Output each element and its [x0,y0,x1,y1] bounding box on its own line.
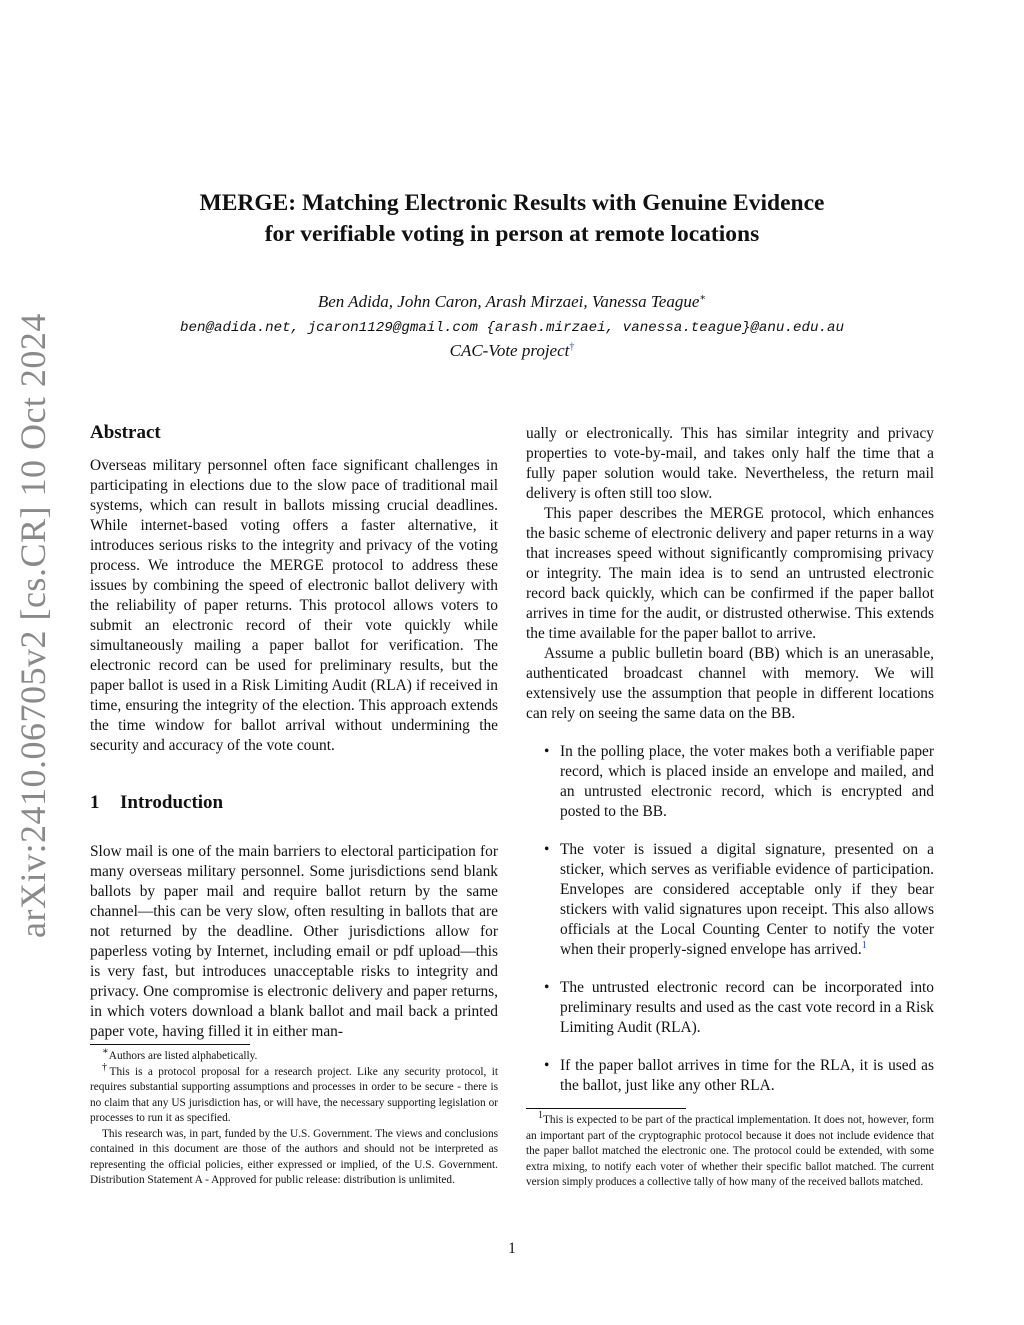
footnote-funding: This research was, in part, funded by the U.S. Government. The views and conclusions contained in this document are those of the authors and should not be interpreted as representing the official policies, either expressed or implied, of the U.S. Government. Distribution Statement A - Approved for public release: distribution is unlimited. [90,1127,498,1186]
affiliation-footnote-mark: † [569,341,575,353]
abstract-text: Overseas military personnel often face significant challenges in participating in elections due to the slow pace of traditional mail systems, which can result in ballots missing crucial deadlines. While internet-based voting offers a faster alternative, it introduces serious risks to the integrity and privacy of the voting process. We introduce the MERGE protocol to address these issues by combining the speed of electronic ballot delivery with the reliability of paper returns. This protocol allows voters to submit an electronic record of their vote quickly while simultaneously mailing a paper ballot for verification. The electronic record can be used for preliminary results, but the paper ballot is used in a Risk Limiting Audit (RLA) if received in time, ensuring the integrity of the election. This approach extends the time window for ballot arrival without undermining the security and accuracy of the vote count. [90,457,498,754]
introduction-heading [90,792,498,814]
list-item: • The voter is issued a digital signature, presented on a sticker, which serves as verifiable evidence of participation. Envelopes are considered acceptable only if they bear stickers with valid signatures upon receipt. This also allows officials at the Local Counting Center to notify the voter when their properly-signed envelope has arrived.$^1$ [544,841,934,958]
footnote-divider [90,1044,250,1045]
left-column [90,422,498,1042]
affiliation-name: CAC-Vote project [449,341,570,360]
title-line-2: for verifiable voting in person at remote locations [264,221,760,247]
author-footnote-mark: ∗ [699,292,707,304]
section-title: Introduction [120,792,224,813]
abstract-heading: Abstract [90,422,161,443]
arxiv-identifier-stamp: arXiv:2410.06705v2 [cs.CR] 10 Oct 2024 [13,313,53,938]
intro-paragraph-3: Assume a public bulletin board (BB) which is an unerasable, authenticated broadcast channel with memory. We will extensively use the assumption that people in different locations can rely on seeing the same data on the BB. [526,645,934,722]
list-item: • In the polling place, the voter makes both a verifiable paper record, which is placed inside an envelope and mailed, and an untrusted electronic record, which is encrypted and posted to the BB. [544,743,934,820]
list-item: • The untrusted electronic record can be incorporated into preliminary results and used as the cast vote record in a Risk Limiting Audit (RLA). [544,979,934,1036]
author-list [90,291,934,313]
title-line-1: MERGE: Matching Electronic Results with Genuine Evidence [199,190,825,216]
intro-paragraph-1-part-1: Slow mail is one of the main barriers to electoral participation for many overseas military personnel. Some jurisdictions send blank ballots by paper mail and require ballot return by the same channel—this can be very slow, often resulting in ballots that are not returned by the deadline. Other jurisdictions allow for paperless voting by Internet, including email or pdf upload—this is very fast, but introduces unacceptable risks to integrity and privacy. One compromise is electronic delivery and paper returns, in which voters download a blank ballot and mail back a printed paper vote, having filled it in either man- [90,843,498,1040]
footnote-authors: ∗Authors are listed alphabetically. [102,1046,258,1062]
bullet-icon: • [544,841,550,858]
author-names: Ben Adida, John Caron, Arash Mirzaei, Vanessa Teague [317,292,700,311]
left-footnotes [90,1046,499,1189]
footnote-protocol-proposal: †This is a protocol proposal for a research project. Like any security protocol, it requires substantial supporting assumptions and processes in order to be secure - there is no claim that any US jurisdiction has, or will have, the necessary supporting legislation or processes to run it as specified. [90,1061,499,1124]
paper-title [90,188,934,250]
bullet-icon: • [544,1057,550,1074]
author-emails: ben@adida.net, jcaron1129@gmail.com {arash.mirzaei, vanessa.teague}@anu.edu.au [179,320,845,336]
protocol-bullet-list [526,742,934,1096]
section-number: 1 [90,792,100,813]
affiliation [90,340,934,362]
right-footnotes [526,1110,934,1191]
list-item: • If the paper ballot arrives in time for the RLA, it is used as the ballot, just like any other RLA. [544,1057,934,1094]
footnote-1: $^1$This is expected to be part of the practical implementation. It does not, however, form an important part of the cryptographic protocol because it does not include evidence that the paper ballot matched the electronic one. The protocol could be extended, with some extra mixing, to notify each voter of whether their specific ballot matched. The current version simply produces a collective tally of how many of the received ballots matched. [526,1110,934,1188]
footnote-divider [526,1108,686,1109]
footnote-1-link[interactable]: 1 [861,939,867,951]
page-number: 1 [508,1240,516,1257]
intro-paragraph-1-part-2: ually or electronically. This has similar integrity and privacy properties to vote-by-mail, and takes only half the time that a fully paper solution would take. Nevertheless, the return mail delivery is often still too slow. [526,425,934,502]
right-column [526,424,934,1114]
bullet-icon: • [544,743,550,760]
intro-paragraph-2: This paper describes the MERGE protocol, which enhances the basic scheme of electronic delivery and paper returns in a way that increases speed without significantly compromising privacy or integrity. The main idea is to send an untrusted electronic record back quickly, which can be confirmed if the paper ballot arrives in time for the audit, or distrusted otherwise. This extends the time available for the paper ballot to arrive. [526,505,934,642]
bullet-icon: • [544,979,550,996]
